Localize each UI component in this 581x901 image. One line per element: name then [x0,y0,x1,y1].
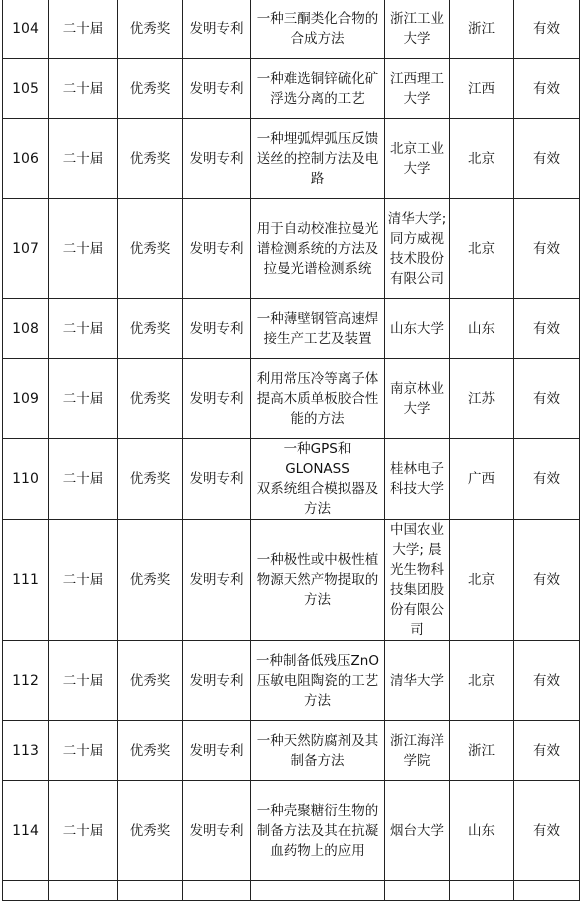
cell-session: 二十届 [49,781,118,881]
table-row [3,0,580,59]
cell-status: 有效 [514,359,580,439]
cell-organization [385,59,450,119]
cell-patent-title-line: 方法 [304,692,331,709]
cell-patent-type: 发明专利 [183,781,251,881]
cell-patent-title-line: 送丝的控制方法及电 [256,150,379,167]
cell-number: 111 [3,520,49,641]
cell-patent-title [251,641,385,721]
cell-patent-title-line: 一种极性或中极性植 [256,552,379,568]
cell-patent-title [251,439,385,520]
table-row [3,721,580,781]
cell-session: 二十届 [49,641,118,721]
cell-award: 优秀奖 [118,119,183,199]
cell-session: 二十届 [49,520,118,641]
cell-patent-title-line: 谱检测系统的方法及 [256,240,379,257]
cell-organization-line: 山东大学 [390,320,444,337]
cell-region: 北京 [450,199,514,299]
cell-status: 有效 [514,641,580,721]
cell-award: 优秀奖 [118,641,183,721]
cell-award: 优秀奖 [118,721,183,781]
cell-patent-title [251,59,385,119]
cell-patent-title-line: 制备方法及其在抗凝 [256,822,379,839]
cell-region [450,881,514,901]
table-row [3,641,580,721]
table-row [3,781,580,881]
cell-organization-line: 南京林业 [390,380,444,397]
cell-organization-line: 大学 [403,400,431,417]
cell-region: 浙江 [450,0,514,59]
cell-patent-title [251,881,385,901]
table-row [3,119,580,199]
cell-session [49,881,118,901]
cell-region: 江西 [450,59,514,119]
cell-region: 山东 [450,299,514,359]
cell-region: 北京 [450,520,514,641]
cell-status: 有效 [514,520,580,641]
cell-patent-title-line: 能的方法 [290,410,345,427]
cell-patent-title [251,0,385,59]
cell-session: 二十届 [49,119,118,199]
cell-region: 山东 [450,781,514,881]
cell-organization-line: 北京工业 [390,140,444,157]
cell-patent-title-line: 物源天然产物提取的 [256,572,379,588]
cell-number: 109 [3,359,49,439]
cell-patent-title-line: 制备方法 [290,752,345,769]
cell-organization-line: 大学 [403,30,431,47]
cell-patent-title-line: 利用常压冷等离子体 [256,370,379,387]
cell-award: 优秀奖 [118,199,183,299]
cell-region: 广西 [450,439,514,520]
cell-award: 优秀奖 [118,520,183,641]
cell-number: 108 [3,299,49,359]
cell-organization-line: 同方威视 [390,230,444,247]
cell-patent-type [183,881,251,901]
award-table [2,0,580,901]
cell-organization-line: 江西理工 [390,70,444,87]
cell-status [514,881,580,901]
cell-patent-title [251,299,385,359]
cell-award [118,881,183,901]
table-row [3,59,580,119]
cell-number: 114 [3,781,49,881]
cell-organization-line: 份有限公 [390,602,444,618]
cell-organization-line: 中国农业 [390,522,444,538]
cell-organization-line: 大学 [403,90,431,107]
cell-session: 二十届 [49,199,118,299]
cell-organization [385,359,450,439]
cell-patent-title-line: 合成方法 [290,30,345,47]
cell-status: 有效 [514,439,580,520]
cell-number: 113 [3,721,49,781]
cell-patent-type: 发明专利 [183,59,251,119]
cell-patent-title-line: 路 [310,170,325,187]
cell-number: 107 [3,199,49,299]
cell-patent-type: 发明专利 [183,520,251,641]
cell-patent-type: 发明专利 [183,0,251,59]
cell-patent-type: 发明专利 [183,359,251,439]
cell-patent-title [251,119,385,199]
cell-organization-line: 司 [410,622,424,638]
cell-organization-line: 浙江工业 [390,10,444,27]
cell-organization [385,881,450,901]
cell-organization [385,119,450,199]
cell-organization-line: 浙江海洋 [390,732,444,749]
cell-status: 有效 [514,721,580,781]
cell-award: 优秀奖 [118,0,183,59]
cell-patent-title-line: 拉曼光谱检测系统 [263,260,372,277]
cell-organization-line: 有限公司 [390,270,444,287]
cell-patent-title-line: 接生产工艺及装置 [263,330,372,347]
cell-award: 优秀奖 [118,59,183,119]
cell-patent-type: 发明专利 [183,641,251,721]
cell-patent-type: 发明专利 [183,199,251,299]
cell-award: 优秀奖 [118,359,183,439]
cell-patent-type: 发明专利 [183,721,251,781]
cell-award: 优秀奖 [118,781,183,881]
cell-patent-title-line: 一种制备低残压ZnO [256,652,379,669]
table-body [3,0,580,901]
cell-region: 北京 [450,119,514,199]
cell-session: 二十届 [49,721,118,781]
cell-patent-title-line: 方法 [304,592,331,608]
cell-patent-title [251,781,385,881]
cell-organization-line: 烟台大学 [390,822,444,839]
cell-patent-type: 发明专利 [183,119,251,199]
cell-patent-title-line: 方法 [304,501,331,517]
cell-organization [385,199,450,299]
cell-number: 105 [3,59,49,119]
cell-status: 有效 [514,59,580,119]
cell-patent-title-line: 一种难选铜锌硫化矿 [256,70,379,87]
cell-patent-title-line: 一种薄壁钢管高速焊 [256,310,379,327]
cell-award: 优秀奖 [118,439,183,520]
cell-organization [385,721,450,781]
cell-organization-line: 桂林电子 [390,461,444,477]
cell-number: 112 [3,641,49,721]
cell-organization-line: 大学; 晨 [392,542,442,558]
cell-organization-line: 清华大学; [387,210,447,227]
cell-organization [385,781,450,881]
cell-status: 有效 [514,0,580,59]
cell-status: 有效 [514,299,580,359]
cell-organization [385,439,450,520]
table-row [3,359,580,439]
cell-patent-title-line: 一种三酮类化合物的 [256,10,379,27]
cell-patent-type: 发明专利 [183,299,251,359]
table-row [3,199,580,299]
cell-organization [385,641,450,721]
cell-number: 104 [3,0,49,59]
cell-organization-line: 技集团股 [390,582,444,598]
table-row [3,439,580,520]
cell-organization-line: 技术股份 [390,250,444,267]
cell-organization-line: 光生物科 [390,562,444,578]
cell-organization-line: 学院 [403,752,431,769]
cell-number [3,881,49,901]
cell-patent-title-line: 一种埋弧焊弧压反馈 [256,130,379,147]
cell-patent-title [251,721,385,781]
cell-organization [385,520,450,641]
cell-organization-line: 科技大学 [390,481,444,497]
cell-organization [385,299,450,359]
cell-status: 有效 [514,199,580,299]
cell-region: 江苏 [450,359,514,439]
cell-patent-title [251,199,385,299]
cell-patent-title-line: 一种壳聚糖衍生物的 [256,802,379,819]
cell-patent-title [251,520,385,641]
cell-organization [385,0,450,59]
cell-organization-line: 清华大学 [390,672,444,689]
cell-region: 北京 [450,641,514,721]
cell-patent-title-line: 血药物上的应用 [270,842,365,859]
table-row [3,299,580,359]
cell-status: 有效 [514,781,580,881]
cell-session: 二十届 [49,359,118,439]
cell-patent-title-line: 压敏电阻陶瓷的工艺 [256,672,379,689]
cell-patent-title [251,359,385,439]
cell-award: 优秀奖 [118,299,183,359]
cell-number: 110 [3,439,49,520]
cell-number: 106 [3,119,49,199]
cell-patent-title-line: 用于自动校准拉曼光 [256,220,379,237]
cell-session: 二十届 [49,0,118,59]
cell-patent-type: 发明专利 [183,439,251,520]
cell-session: 二十届 [49,59,118,119]
cell-patent-title-line: 提高木质单板胶合性 [256,390,379,407]
table-row [3,520,580,641]
cell-patent-title-line: 一种GPS和GLONASS [283,441,352,477]
cell-patent-title-line: 浮选分离的工艺 [270,90,365,107]
cell-region: 浙江 [450,721,514,781]
table-row [3,881,580,901]
cell-session: 二十届 [49,299,118,359]
cell-patent-title-line: 一种天然防腐剂及其 [256,732,379,749]
cell-organization-line: 大学 [403,160,431,177]
cell-session: 二十届 [49,439,118,520]
cell-status: 有效 [514,119,580,199]
cell-patent-title-line: 双系统组合模拟器及 [256,481,379,497]
